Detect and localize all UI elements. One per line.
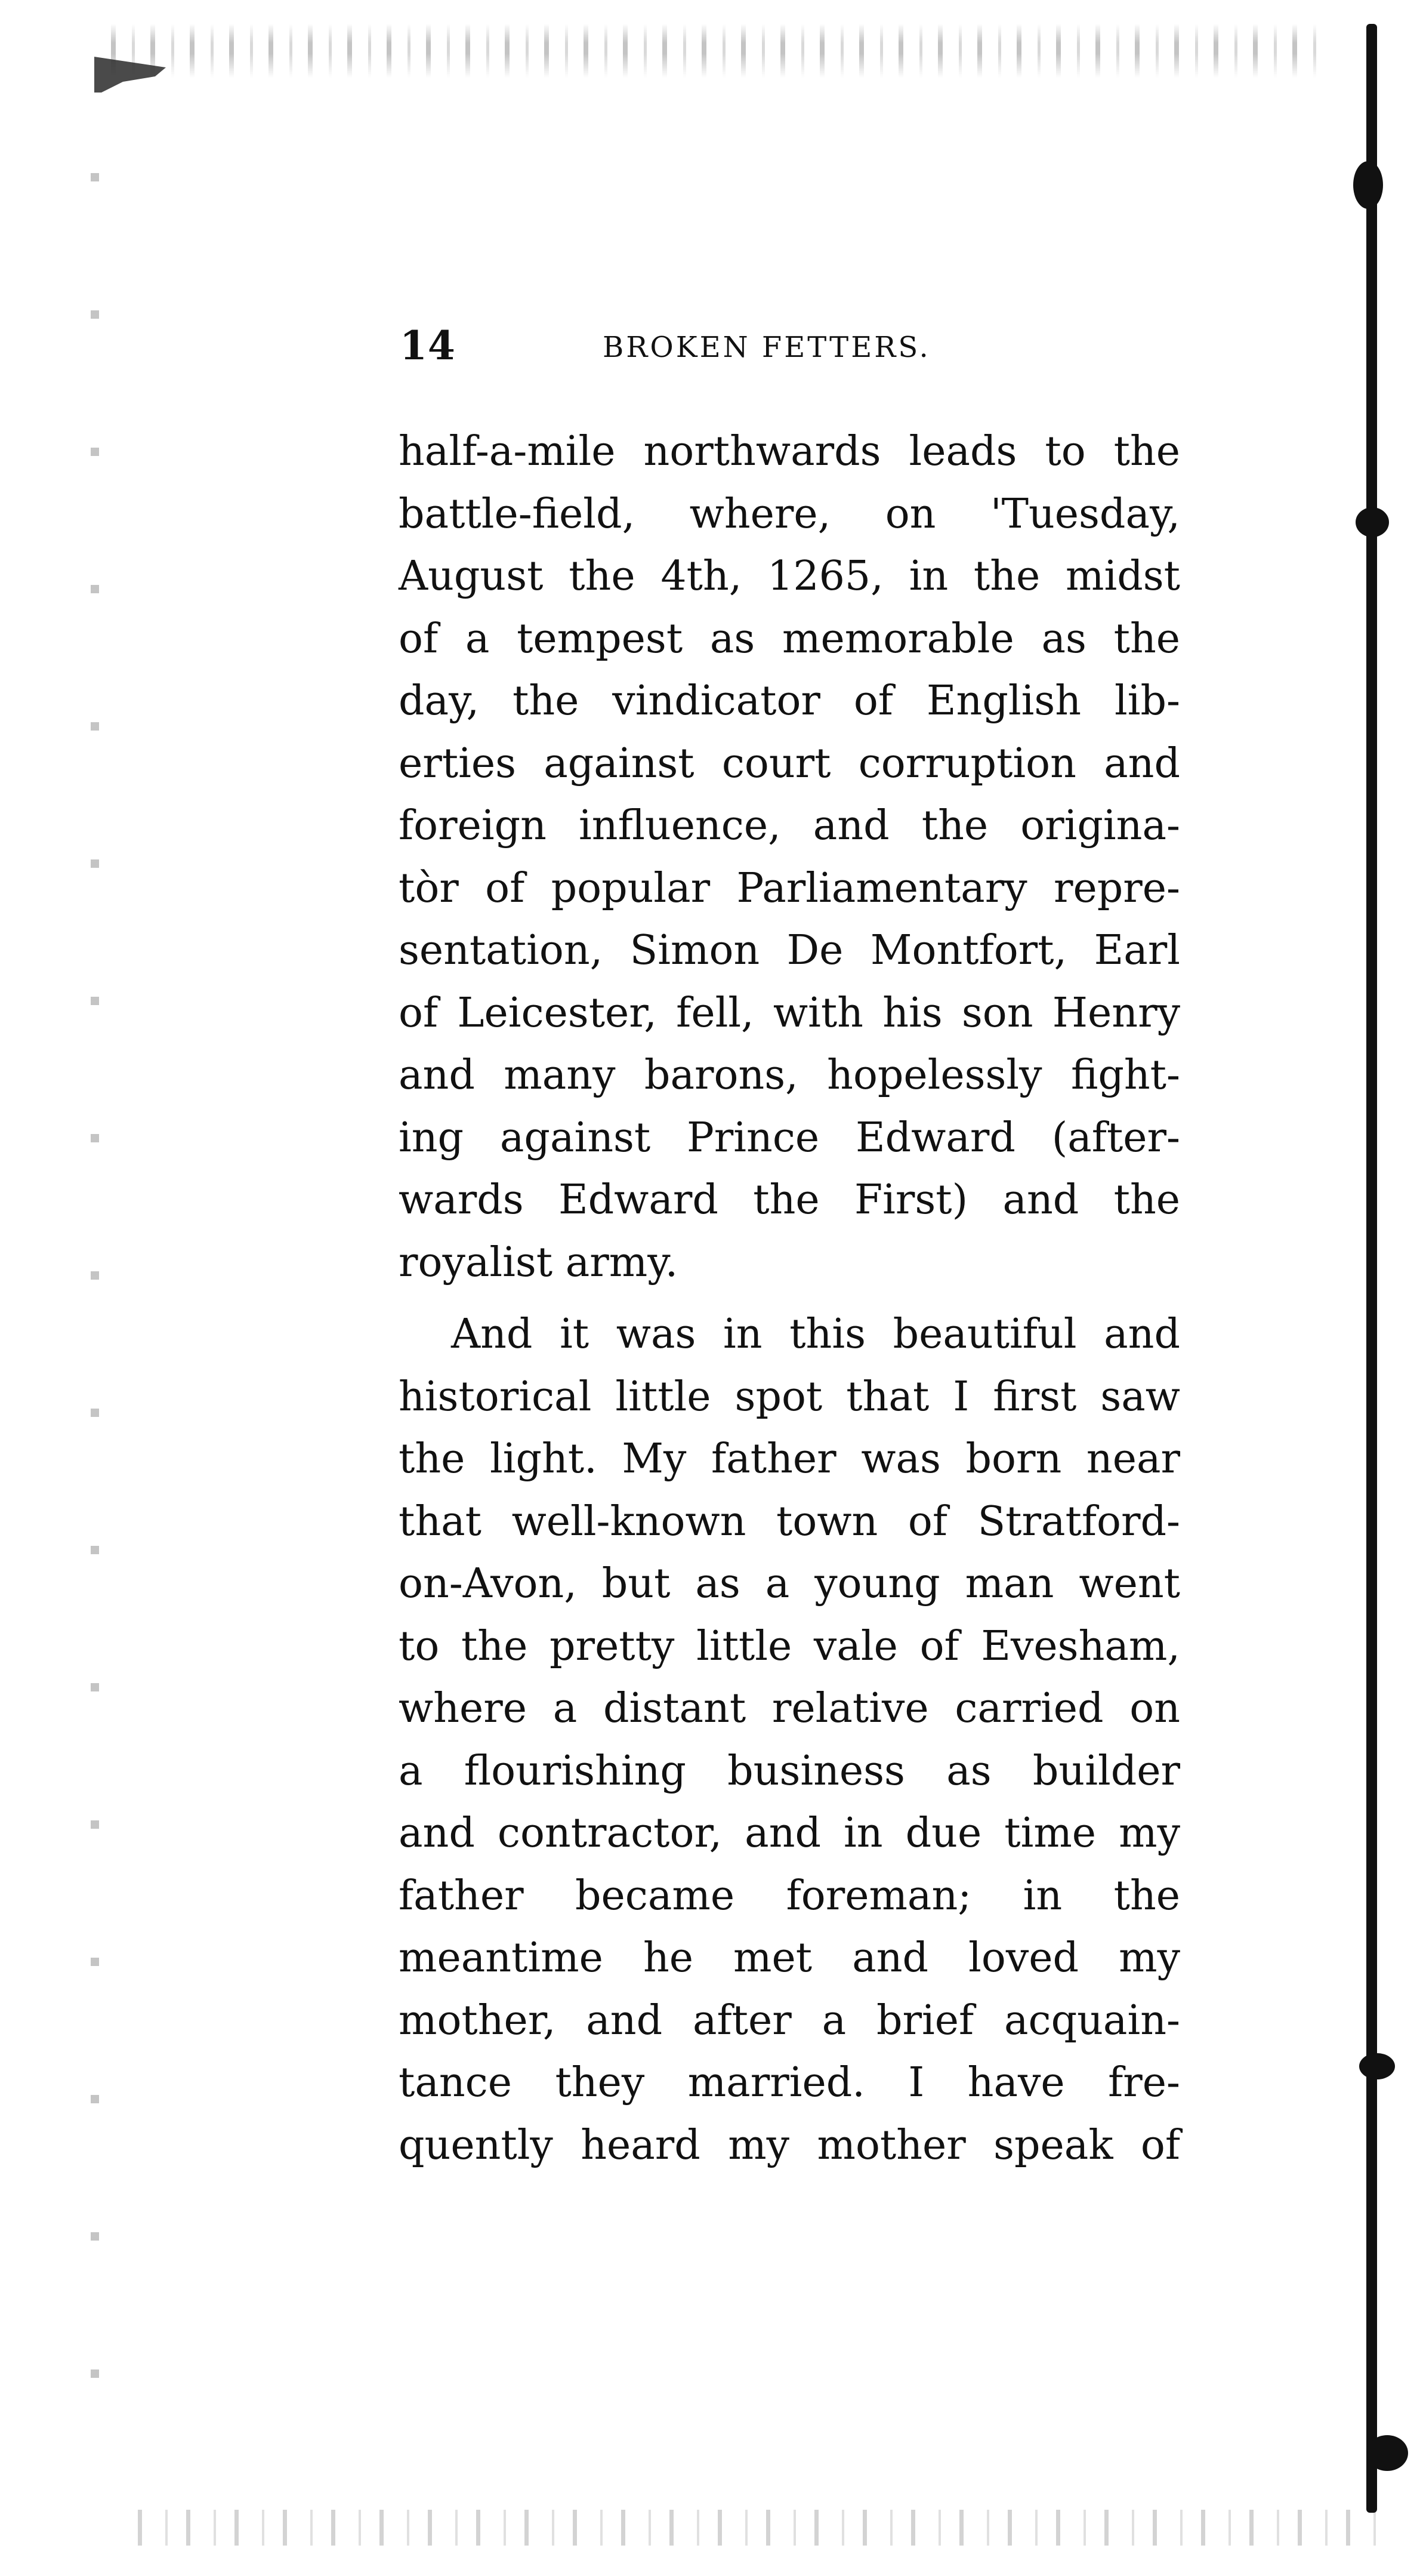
page-header: [400, 322, 1175, 370]
text-line: half-a-mile northwards leads to the: [399, 428, 1180, 475]
spine-binding-mark: [1353, 161, 1383, 209]
text-line: of Leicester, fell, with his son Henry: [399, 989, 1180, 1037]
text-line: sentation, Simon De Montfort, Earl: [399, 927, 1180, 974]
text-line: ing against Prince Edward (after-: [399, 1114, 1180, 1161]
text-line: quently heard my mother speak of: [399, 2121, 1180, 2169]
text-line: the light. My father was born near: [399, 1435, 1180, 1483]
scan-noise-top: [95, 24, 1331, 78]
paragraph: [399, 421, 1180, 1294]
spine-binding-mark: [1366, 2435, 1408, 2471]
text-line: of a tempest as memorable as the: [399, 615, 1180, 663]
spine-binding-mark: [1356, 507, 1389, 537]
body-text: [399, 421, 1180, 2177]
text-line: And it was in this beautiful and: [451, 1311, 1180, 1358]
text-line: a flourishing business as builder: [399, 1747, 1180, 1795]
paragraph-gap: [399, 1294, 1180, 1304]
text-line: that well-known town of Stratford-: [399, 1497, 1180, 1545]
text-line: day, the vindicator of English lib-: [399, 677, 1180, 725]
text-line: tance they married. I have fre-: [399, 2059, 1180, 2106]
text-line: on-Avon, but as a young man went: [399, 1560, 1180, 1607]
page-number: 14: [400, 322, 456, 369]
text-line: where a distant relative carried on: [399, 1685, 1180, 1732]
text-line: battle-field, where, on 'Tuesday,: [399, 490, 1180, 538]
text-line: August the 4th, 1265, in the midst: [399, 553, 1180, 600]
spine-binding-mark: [1359, 2053, 1395, 2079]
book-spine-edge: [1366, 24, 1377, 2513]
scan-noise-bottom: [119, 2510, 1390, 2546]
text-line: to the pretty little vale of Evesham,: [399, 1622, 1180, 1670]
text-line: and many barons, hopelessly fight-: [399, 1052, 1180, 1099]
text-line: wards Edward the First) and the: [399, 1176, 1180, 1224]
running-title: BROKEN FETTERS.: [603, 331, 931, 364]
text-line: foreign influence, and the origina-: [399, 802, 1180, 849]
text-line: historical little spot that I first saw: [399, 1373, 1180, 1421]
text-line: and contractor, and in due time my: [399, 1810, 1180, 1857]
text-line: erties against court corruption and: [399, 739, 1180, 787]
text-line: tòr of popular Parliamentary repre-: [399, 864, 1180, 912]
text-line: father became foreman; in the: [399, 1872, 1180, 1919]
scan-noise-left: [91, 119, 99, 2477]
paragraph: [399, 1304, 1180, 2177]
text-line: royalist army.: [399, 1238, 678, 1286]
text-line: meantime he met and loved my: [399, 1934, 1180, 1982]
text-line: mother, and after a brief acquain-: [399, 1996, 1180, 2044]
